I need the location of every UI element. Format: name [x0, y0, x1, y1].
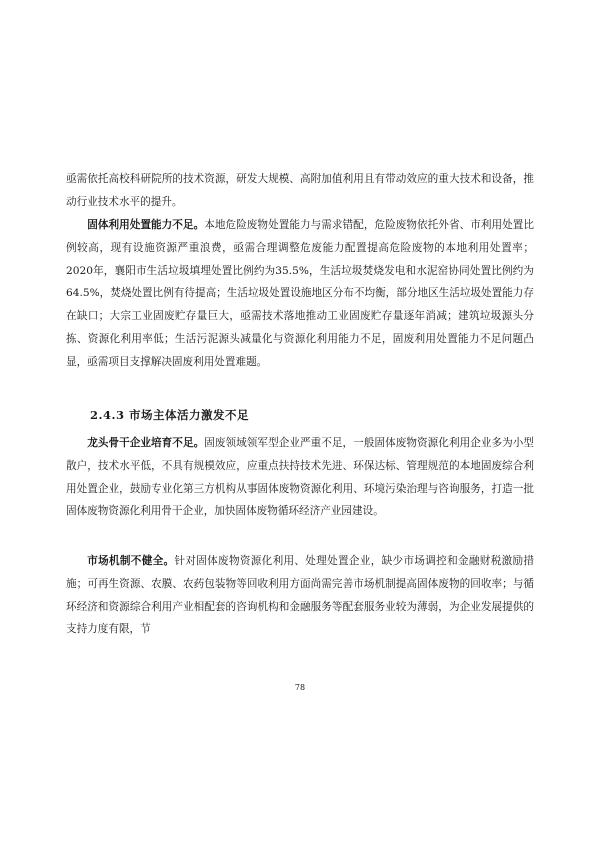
section-number: 2.4.3 — [90, 408, 125, 422]
page-number: 78 — [294, 683, 306, 692]
paragraph-text: 本地危险废物处置能力与需求错配，危险废物依托外省、市利用处置比例较高，现有设施资源严重浪费，亟需合理调整危废能力配置提高危险废物的本地利用处置率；2020年，襄阳市生活垃圾填埋处置比例约为35.5%，生活垃圾焚烧发电和水泥窑协同处置比例约为64.5%，焚烧处置比例有待提高；生活垃圾处置设施地区分布不均衡，部分地区生活垃圾处置能力存在缺口；大宗工业固废贮存量巨大，亟需技术落地推动工业固废贮存量逐年消减；建筑垃圾源头分拣、资源化利用率低；生活污泥源头减量化与资源化利用能力不足，固废利用处置能力不足问题凸显，亟需项目支撑解决固废利用处置难题。 — [66, 219, 535, 368]
paragraph-lead: 龙头骨干企业培育不足。 — [87, 437, 205, 449]
paragraph-text: 固废领域领军型企业严重不足，一般固体废物资源化利用企业多为小型散户，技术水平低，不具有规模效应，应重点扶持技术先进、环保达标、管理规范的本地固废综合利用处置企业，鼓励专业化第三方机构从事固体废物资源化利用、环境污染治理与咨询服务，打造一批固体废物资源化利用骨干企业，加快固体废物循环经济产业园建设。 — [66, 437, 535, 518]
paragraph-tech-resources — [66, 168, 534, 214]
paragraph-market-mechanism — [66, 550, 534, 641]
paragraph-lead: 市场机制不健全。 — [87, 555, 175, 567]
section-heading — [90, 404, 249, 426]
section-title: 市场主体活力激发不足 — [129, 408, 250, 422]
paragraph-disposal-capacity — [66, 214, 534, 374]
paragraph-leading-enterprises — [66, 432, 534, 523]
paragraph-text: 亟需依托高校科研院所的技术资源，研发大规模、高附加值利用且有带动效应的重大技术和设备，推动行业技术水平的提升。 — [66, 173, 534, 208]
paragraph-text: 针对固体废物资源化利用、处理处置企业，缺少市场调控和金融财税激励措施；可再生资源、农膜、农药包装物等回收利用方面尚需完善市场机制提高固体废物的回收率；与循环经济和资源综合利用产业相配套的咨询机构和金融服务等配套服务业较为薄弱，为企业发展提供的支持力度有限，节 — [66, 555, 535, 636]
paragraph-lead: 固体利用处置能力不足。 — [87, 219, 205, 231]
